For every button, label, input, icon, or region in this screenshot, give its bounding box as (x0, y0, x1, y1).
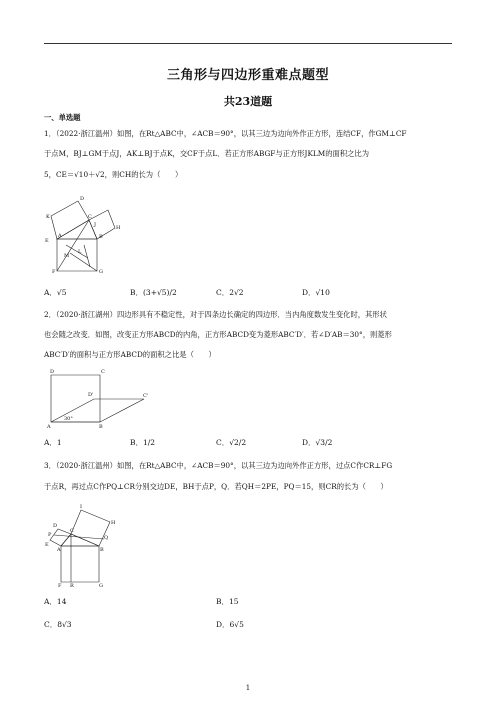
q1-label-C: C (88, 214, 92, 220)
q2-label-A: A (47, 424, 51, 430)
q1-label-A: A (58, 233, 62, 239)
q2-option-d[interactable]: D．√3/2 (302, 438, 333, 447)
q3-label-I: I (80, 504, 82, 510)
q1-option-a[interactable]: A．√5 (44, 288, 67, 297)
q1-option-d[interactable]: D．√10 (302, 288, 330, 297)
q2-label-B: B (99, 424, 103, 430)
q3-option-c[interactable]: C．8√3 (44, 620, 72, 629)
q3-option-a[interactable]: A．14 (44, 597, 67, 606)
q1-option-c[interactable]: C．2√2 (216, 288, 244, 297)
q1-option-b[interactable]: B．(3+√5)/2 (130, 288, 177, 297)
q1-text-line-3: 5，CE＝√10＋√2，则CH的长为（ ） (44, 170, 183, 179)
q3-label-D: D (53, 523, 58, 529)
q3-text-line-2: 于点R，再过点C作PQ⊥CR分别交边DE，BH于点P，Q．若QH＝2PE，PQ＝15，则CR的长为（ ） (44, 482, 388, 491)
q2-label-Dp: D' (88, 392, 94, 398)
page-subtitle: 共23道题 (223, 95, 273, 108)
q3-text-line-1: 3．（2020·浙江温州）如图，在Rt△ABC中，∠ACB＝90°，以其三边为边向外作正方形，过点C作CR⊥FG (44, 461, 393, 470)
q1-label-D: D (80, 196, 85, 202)
q1-label-B: B (99, 234, 103, 240)
q1-label-G: G (99, 269, 103, 275)
q3-label-A: A (57, 547, 61, 553)
q3-label-G: G (99, 583, 103, 588)
q2-option-b[interactable]: B．1/2 (130, 438, 156, 447)
q1-label-E: E (45, 238, 49, 244)
q1-label-H: H (116, 225, 121, 231)
q1-label-F: F (52, 269, 56, 275)
q3-label-B: B (100, 547, 104, 553)
q2-label-angle: 30° (64, 416, 73, 422)
section-heading: 一、单选题 (44, 113, 81, 122)
q3-option-b[interactable]: B．15 (216, 597, 239, 606)
q3-label-Q: Q (104, 535, 109, 541)
q1-text-line-2: 于点M，BJ⊥GM于点J，AK⊥BJ于点K，交CF于点L．若正方形ABGF与正方形JKLM的面积之比为 (44, 149, 370, 158)
q3-figure (44, 502, 124, 588)
q2-label-C: C (101, 369, 105, 375)
q1-label-K: K (46, 214, 50, 220)
q2-text-line-3: ABC′D′的面积与正方形ABCD的面积之比是（ ） (44, 350, 216, 359)
q1-label-M: M (64, 253, 70, 259)
q3-label-R: R (70, 583, 74, 588)
q1-label-L: L (78, 249, 82, 255)
q2-text-line-1: 2．（2020·浙江湖州）四边形具有不稳定性，对于四条边长确定的四边形．当内角度数发生变化时，其形状 (44, 310, 387, 319)
q2-text-line-2: 也会随之改变．如图，改变正方形ABCD的内角，正方形ABCD变为菱形ABC′D′．若∠D′AB＝30°，则菱形 (44, 330, 392, 339)
q2-option-c[interactable]: C．√2/2 (216, 438, 247, 447)
q1-label-J: J (94, 222, 97, 228)
q3-label-C: C (70, 528, 74, 534)
q3-label-F: F (58, 583, 62, 588)
q3-label-P: P (48, 532, 52, 538)
q1-text-line-1: 1．（2022·浙江温州）如图，在Rt△ABC中，∠ACB＝90°，以其三边为边向外作正方形，连结CF，作GM⊥CF (44, 129, 407, 138)
q2-figure (44, 366, 156, 430)
q2-option-a[interactable]: A．1 (44, 438, 62, 447)
q3-label-E: E (45, 542, 49, 548)
q3-label-H: H (111, 520, 116, 526)
q3-option-d[interactable]: D．6√5 (216, 620, 244, 629)
q2-label-Cp: C' (143, 393, 149, 399)
q2-label-D: D (50, 369, 55, 375)
page-number: 1 (245, 684, 251, 692)
top-rule (44, 43, 452, 44)
page-title: 三角形与四边形重难点题型 (166, 68, 329, 83)
q1-figure (44, 193, 124, 275)
